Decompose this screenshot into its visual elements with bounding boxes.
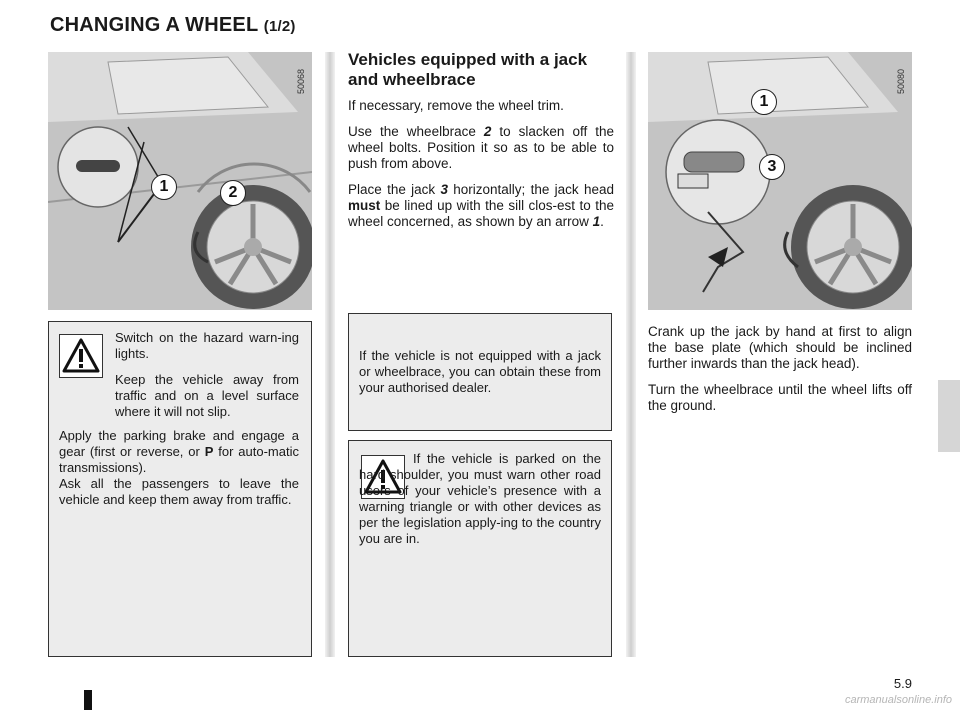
warning-hazard-text-2: Keep the vehicle away from traffic and on a level surface where it will not slip.	[115, 372, 299, 419]
middle-para-3-ref2: 1	[592, 214, 601, 229]
page-title	[50, 14, 296, 37]
middle-column-text	[348, 98, 614, 240]
right-para-2: Turn the wheelbrace until the wheel lifts off the ground.	[648, 382, 912, 413]
warning-hazard-text-4: Ask all the passengers to leave the vehicle and keep them away from traffic.	[59, 476, 299, 507]
page-title-suffix: (1/2)	[263, 18, 296, 35]
middle-para-3	[348, 182, 614, 230]
warning-hazard-text-3b: P	[204, 444, 214, 459]
middle-para-3b: horizontally; the jack head	[447, 182, 614, 197]
column-divider-right	[626, 52, 636, 657]
figure-left-wheel-photo	[48, 52, 312, 310]
figure-right-ref-code: 50080	[896, 68, 906, 94]
middle-para-2	[348, 124, 614, 172]
warning-hard-shoulder-text: If the vehicle is parked on the hard shoulder, you must warn other road users of your vehicle’s presence with a warning triangle or with other devices as per the legislation apply-ing to the country you are in.	[359, 451, 601, 546]
figure-right-callout-1: 1	[751, 89, 777, 115]
figure-right-jack-photo	[648, 52, 912, 310]
info-box-dealer	[348, 313, 612, 431]
warning-hazard-text-3c: for auto-matic transmissions).	[59, 444, 299, 475]
warning-hazard-text-3a: Apply the parking brake and engage a gear (first or reverse, or	[59, 428, 299, 459]
middle-para-3a: Place the jack	[348, 182, 441, 197]
figure-left-illustration	[48, 52, 312, 310]
middle-para-1: If necessary, remove the wheel trim.	[348, 98, 564, 113]
middle-para-3-ref: 3	[440, 182, 448, 197]
middle-para-3d: .	[600, 214, 604, 229]
middle-para-2-ref: 2	[483, 124, 492, 139]
warning-box-hard-shoulder	[348, 440, 612, 657]
page-marker	[84, 690, 92, 710]
section-heading: Vehicles equipped with a jack and wheelbrace	[348, 50, 588, 89]
warning-hazard-body	[59, 372, 299, 508]
watermark: carmanualsonline.info	[844, 694, 952, 706]
figure-left-ref-code: 50068	[296, 68, 306, 94]
column-divider-left	[325, 52, 335, 657]
middle-para-2a: Use the wheelbrace	[348, 124, 484, 139]
middle-para-3-bold: must	[348, 198, 381, 213]
warning-hazard-intro	[115, 330, 299, 370]
warning-hazard-text-3	[59, 428, 299, 476]
info-box-text: If the vehicle is not equipped with a jack or wheelbrace, you can obtain these from your authorised dealer.	[359, 348, 601, 395]
figure-right-illustration	[648, 52, 912, 310]
figure-left-callout-1: 1	[151, 174, 177, 200]
warning-box-hazard	[48, 321, 312, 657]
page-title-text: CHANGING A WHEEL	[50, 14, 259, 36]
middle-para-3c: be lined up with the sill clos-est to the wheel concerned, as shown by an arrow	[348, 198, 614, 229]
section-tab	[938, 380, 960, 452]
right-para-1: Crank up the jack by hand at first to align the base plate (which should be inclined further inwards than the jack head).	[648, 324, 912, 371]
figure-right-callout-3: 3	[759, 154, 785, 180]
right-column-text	[648, 324, 912, 424]
middle-para-2b: to slacken off the wheel bolts. Position it so as to be able to push from above.	[348, 124, 614, 171]
page-number: 5.9	[893, 676, 912, 691]
warning-hazard-text-1: Switch on the hazard warn-ing lights.	[115, 330, 299, 361]
figure-left-callout-2: 2	[220, 180, 246, 206]
